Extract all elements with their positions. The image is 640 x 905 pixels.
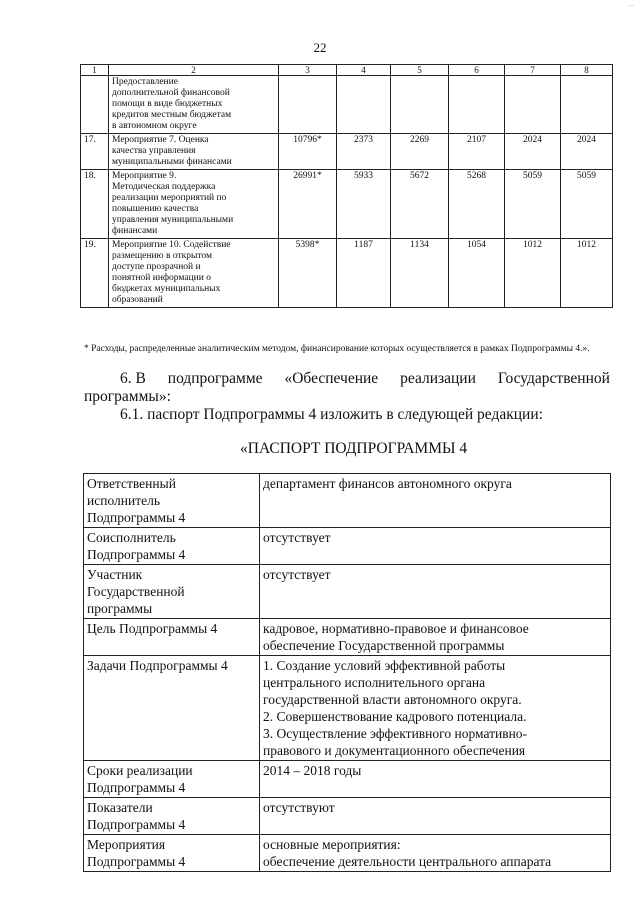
passport-value-line: обеспечение Государственной программы bbox=[263, 638, 505, 653]
activity-name bbox=[109, 76, 279, 134]
amount-cell: 2373 bbox=[337, 134, 391, 170]
activity-name-line: бюджетах муниципальных bbox=[112, 284, 221, 294]
amount-cell: 5398* bbox=[279, 239, 337, 308]
activity-name bbox=[109, 134, 279, 170]
amount-cell: 5672 bbox=[391, 170, 449, 239]
activity-name-line: Мероприятие 9. bbox=[112, 171, 177, 181]
column-header: 3 bbox=[279, 65, 337, 76]
amount-cell bbox=[391, 76, 449, 134]
passport-label-line: Государственной bbox=[87, 584, 185, 599]
column-header: 4 bbox=[337, 65, 391, 76]
row-number bbox=[81, 76, 109, 134]
passport-label-line: Задачи Подпрограммы 4 bbox=[87, 658, 228, 673]
passport-value-line: обеспечение деятельности центрального аппарата bbox=[263, 854, 552, 869]
activity-name-line: качества управления bbox=[112, 146, 196, 156]
activity-name-line: дополнительной финансовой bbox=[112, 88, 230, 98]
column-header: 8 bbox=[561, 65, 613, 76]
funding-table bbox=[80, 64, 613, 308]
passport-label bbox=[84, 798, 260, 835]
amount-cell: 1012 bbox=[505, 239, 561, 308]
passport-row bbox=[84, 656, 611, 761]
row-number: 17. bbox=[81, 134, 109, 170]
activity-name-line: в автономном округе bbox=[112, 121, 197, 131]
table-row bbox=[81, 170, 613, 239]
passport-value bbox=[260, 528, 611, 565]
column-header: 6 bbox=[449, 65, 505, 76]
passport-label bbox=[84, 656, 260, 761]
activity-name-line: помощи в виде бюджетных bbox=[112, 99, 223, 109]
activity-name-line: повышению качества bbox=[112, 204, 199, 214]
activity-name-line: муниципальными финансами bbox=[112, 157, 232, 167]
passport-value-line: департамент финансов автономного округа bbox=[263, 476, 512, 491]
column-header: 5 bbox=[391, 65, 449, 76]
passport-label bbox=[84, 835, 260, 872]
activity-name-line: понятной информации о bbox=[112, 273, 211, 283]
table-header-row bbox=[81, 65, 613, 76]
passport-value-line: государственной власти автономного округа. bbox=[263, 692, 522, 707]
passport-label-line: Подпрограммы 4 bbox=[87, 510, 186, 525]
passport-label-line: Сроки реализации bbox=[87, 763, 193, 778]
amount-cell bbox=[279, 76, 337, 134]
para-line-2: программы»: bbox=[84, 388, 171, 405]
passport-label-line: Ответственный bbox=[87, 476, 176, 491]
corner-mark: ··· bbox=[627, 2, 634, 10]
passport-row bbox=[84, 835, 611, 872]
passport-label bbox=[84, 565, 260, 619]
activity-name-line: управления муниципальными bbox=[112, 215, 234, 225]
amount-cell bbox=[561, 76, 613, 134]
activity-name-line: кредитов местным бюджетам bbox=[112, 110, 232, 120]
paragraph-6-1: 6.1. паспорт Подпрограммы 4 изложить в следующей редакции: bbox=[120, 406, 543, 423]
amount-cell bbox=[505, 76, 561, 134]
passport-label-line: исполнитель bbox=[87, 493, 160, 508]
amount-cell: 1134 bbox=[391, 239, 449, 308]
amount-cell: 1054 bbox=[449, 239, 505, 308]
passport-value-line: 2014 – 2018 годы bbox=[263, 763, 362, 778]
para-word: реализации bbox=[400, 370, 476, 387]
column-header: 1 bbox=[81, 65, 109, 76]
amount-cell: 5268 bbox=[449, 170, 505, 239]
amount-cell: 2024 bbox=[561, 134, 613, 170]
passport-label-line: Цель Подпрограммы 4 bbox=[87, 621, 218, 636]
passport-label bbox=[84, 761, 260, 798]
row-number: 18. bbox=[81, 170, 109, 239]
activity-name-line: Мероприятие 7. Оценка bbox=[112, 135, 209, 145]
amount-cell: 1187 bbox=[337, 239, 391, 308]
passport-label bbox=[84, 474, 260, 528]
amount-cell: 2107 bbox=[449, 134, 505, 170]
amount-cell: 5933 bbox=[337, 170, 391, 239]
row-number: 19. bbox=[81, 239, 109, 308]
page-number: 22 bbox=[313, 40, 327, 55]
footnote: * Расходы, распределенные аналитическим методом, финансирование которых осуществляется в рамках Подпрограммы 4.». bbox=[84, 344, 590, 354]
table-row bbox=[81, 239, 613, 308]
passport-value-line: 2. Совершенствование кадрового потенциала. bbox=[263, 709, 527, 724]
passport-row bbox=[84, 798, 611, 835]
passport-value-line: 1. Создание условий эффективной работы bbox=[263, 658, 506, 673]
passport-value bbox=[260, 835, 611, 872]
passport-label-line: Показатели bbox=[87, 800, 153, 815]
passport-value bbox=[260, 474, 611, 528]
activity-name bbox=[109, 170, 279, 239]
passport-label bbox=[84, 619, 260, 656]
amount-cell: 2024 bbox=[505, 134, 561, 170]
column-header: 2 bbox=[109, 65, 279, 76]
para-word: подпрограмме bbox=[167, 370, 263, 387]
passport-value-line: отсутствует bbox=[263, 567, 331, 582]
passport-value-line: 3. Осуществление эффективного нормативно- bbox=[263, 726, 528, 741]
passport-value-line: отсутствует bbox=[263, 530, 331, 545]
table-row bbox=[81, 76, 613, 134]
passport-row bbox=[84, 474, 611, 528]
passport-value-line: основные мероприятия: bbox=[263, 837, 401, 852]
para-word: «Обеспечение bbox=[284, 370, 379, 387]
passport-value-line: отсутствуют bbox=[263, 800, 335, 815]
passport-row bbox=[84, 565, 611, 619]
passport-row bbox=[84, 761, 611, 798]
amount-cell bbox=[449, 76, 505, 134]
passport-value bbox=[260, 565, 611, 619]
passport-value-line: центрального исполнительного органа bbox=[263, 675, 486, 690]
activity-name-line: размещению в открытом bbox=[112, 251, 212, 261]
passport-label bbox=[84, 528, 260, 565]
passport-label-line: Участник bbox=[87, 567, 143, 582]
passport-table bbox=[83, 473, 611, 872]
amount-cell: 2269 bbox=[391, 134, 449, 170]
activity-name-line: реализации мероприятий по bbox=[112, 193, 227, 203]
passport-label-line: Подпрограммы 4 bbox=[87, 817, 186, 832]
passport-value bbox=[260, 761, 611, 798]
activity-name-line: Предоставление bbox=[112, 77, 178, 87]
passport-label-line: Подпрограммы 4 bbox=[87, 547, 186, 562]
amount-cell bbox=[337, 76, 391, 134]
passport-label-line: программы bbox=[87, 601, 153, 616]
passport-row bbox=[84, 528, 611, 565]
passport-value bbox=[260, 798, 611, 835]
amount-cell: 5059 bbox=[561, 170, 613, 239]
passport-label-line: Подпрограммы 4 bbox=[87, 854, 186, 869]
passport-value bbox=[260, 619, 611, 656]
paragraph-6 bbox=[84, 370, 610, 406]
passport-value-line: кадровое, нормативно-правовое и финансовое bbox=[263, 621, 529, 636]
activity-name-line: Мероприятие 10. Содействие bbox=[112, 240, 231, 250]
passport-value-line: правового и документационного обеспечения bbox=[263, 743, 526, 758]
amount-cell: 5059 bbox=[505, 170, 561, 239]
passport-label-line: Соисполнитель bbox=[87, 530, 176, 545]
amount-cell: 10796* bbox=[279, 134, 337, 170]
passport-title: «ПАСПОРТ ПОДПРОГРАММЫ 4 bbox=[240, 440, 468, 457]
activity-name bbox=[109, 239, 279, 308]
para-word: Государственной bbox=[497, 370, 610, 387]
amount-cell: 1012 bbox=[561, 239, 613, 308]
para-word: 6. В bbox=[120, 370, 146, 387]
passport-value bbox=[260, 656, 611, 761]
activity-name-line: Методическая поддержка bbox=[112, 182, 216, 192]
activity-name-line: финансами bbox=[112, 226, 158, 236]
column-header: 7 bbox=[505, 65, 561, 76]
amount-cell: 26991* bbox=[279, 170, 337, 239]
passport-label-line: Мероприятия bbox=[87, 837, 166, 852]
activity-name-line: доступе прозрачной и bbox=[112, 262, 201, 272]
passport-row bbox=[84, 619, 611, 656]
activity-name-line: образований bbox=[112, 295, 163, 305]
passport-label-line: Подпрограммы 4 bbox=[87, 780, 186, 795]
table-row bbox=[81, 134, 613, 170]
